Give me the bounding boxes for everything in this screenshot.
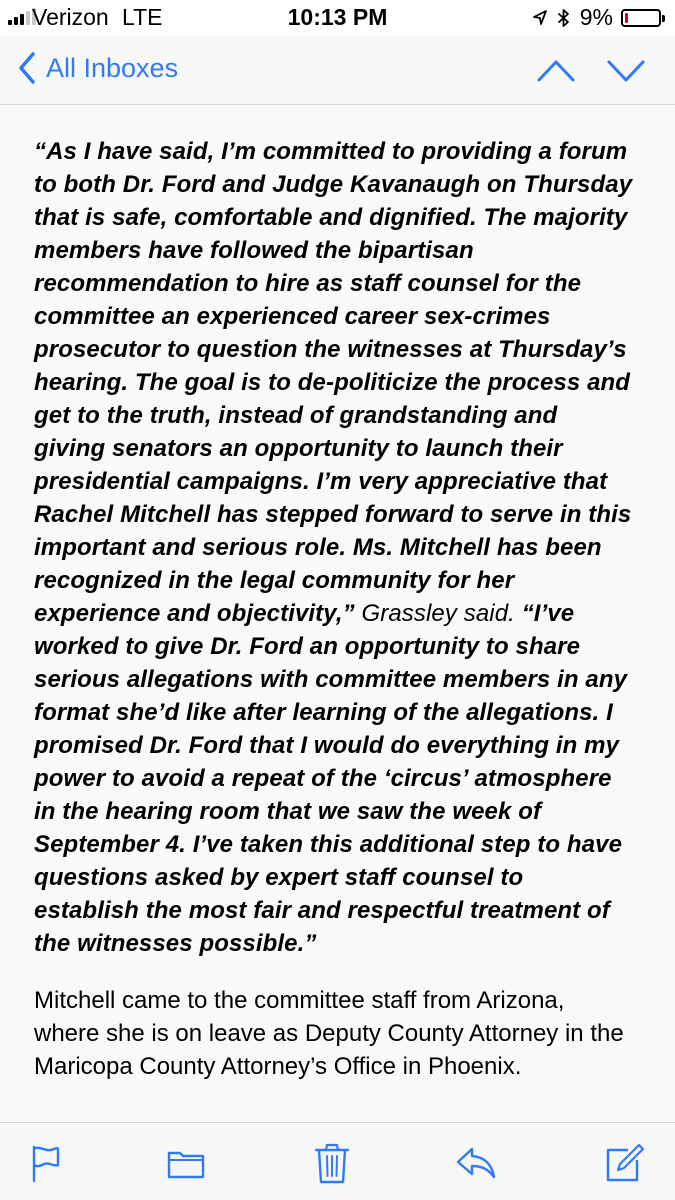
flag-icon[interactable] [24, 1141, 68, 1185]
message-body[interactable] [0, 105, 675, 1122]
status-bar [0, 0, 675, 36]
nav-bar [0, 36, 675, 105]
status-indicators [532, 4, 661, 31]
reply-icon[interactable] [454, 1141, 498, 1185]
location-arrow-icon [532, 8, 548, 28]
quote-paragraph [34, 135, 634, 960]
message-content [34, 135, 634, 1083]
quote-part-2: “I’ve worked to give Dr. Ford an opportunity to share serious allegations with committee members in any format she’d like after learning of the allegations. I promised Dr. Ford that I would do everything in my power to avoid a repeat of the ‘circus’ atmosphere in the hearing room that we saw the week of September 4. I’ve taken this additional step to have questions asked by expert staff counsel to establish the most fair and respectful treatment of the witnesses possible.” [34, 600, 628, 957]
battery-level-fill [625, 13, 628, 23]
trash-icon[interactable] [310, 1141, 354, 1185]
back-to-inboxes-button[interactable] [16, 50, 178, 86]
folder-icon[interactable] [164, 1141, 208, 1185]
battery-percent: 9% [579, 4, 613, 30]
back-button-label: All Inboxes [46, 52, 179, 83]
carrier-name: Verizon [32, 4, 109, 30]
network-type: LTE [122, 4, 163, 30]
bottom-toolbar [0, 1122, 675, 1200]
previous-message-button[interactable] [536, 56, 576, 86]
compose-icon[interactable] [602, 1141, 646, 1185]
battery-icon [621, 9, 661, 27]
status-time: 10:13 PM [287, 4, 388, 30]
next-message-button[interactable] [606, 56, 646, 86]
body-paragraph: Mitchell came to the committee staff from Arizona, where she is on leave as Deputy County Attorney in the Maricopa County Attorney’s Office in Phoenix. [34, 987, 624, 1080]
quote-part-1: “As I have said, I’m committed to providing a forum to both Dr. Ford and Judge Kavanaugh on Thursday that is safe, comfortable and dignified. The majority members have followed the bipartisan recommendation to hire as staff counsel for the committee an experienced career sex-crimes prosecutor to question the witnesses at Thursday’s hearing. The goal is to de-politicize the process and get to the truth, instead of grandstanding and giving senators an opportunity to launch their presidential campaigns. I’m very appreciative that Rachel Mitchell has stepped forward to serve in this important and serious role. Ms. Mitchell has been recognized in the legal community for her experience and objectivity,” [34, 138, 633, 627]
quote-attribution: Grassley said. [354, 600, 522, 627]
chevron-left-icon [16, 50, 38, 86]
bluetooth-icon [556, 8, 572, 28]
